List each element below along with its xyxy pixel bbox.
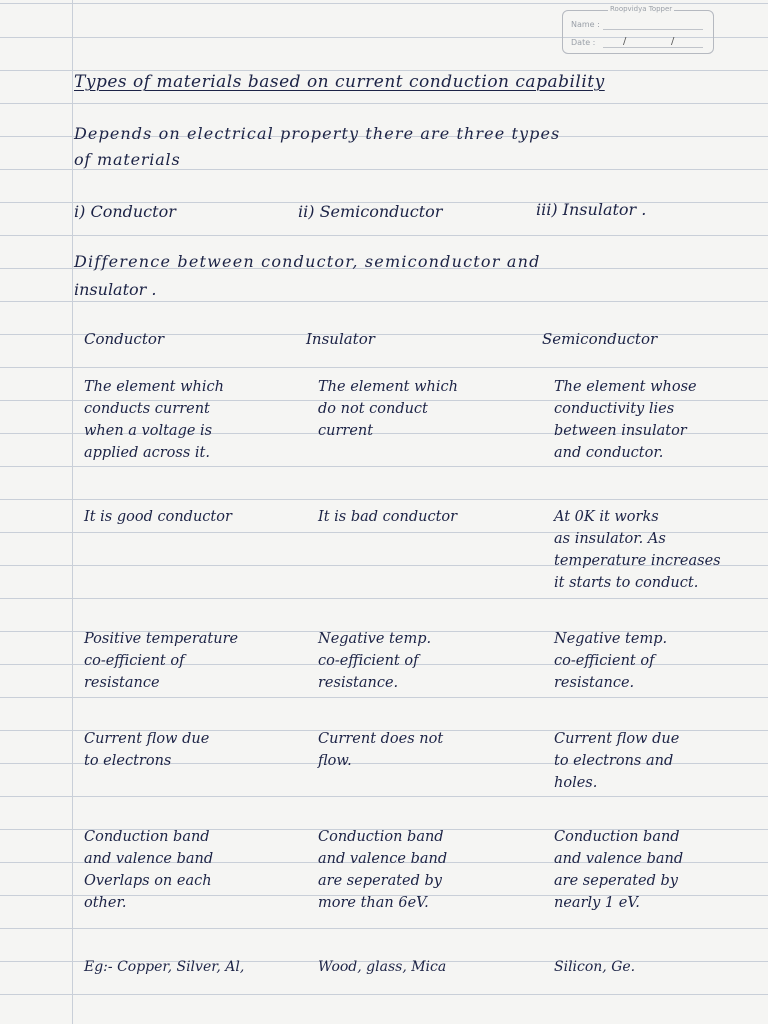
- date-line: [603, 47, 703, 48]
- cell-line: applied across it.: [84, 445, 210, 461]
- cell-line: Negative temp.: [554, 631, 668, 647]
- cell-line: At 0K it works: [554, 509, 659, 525]
- cell-line: between insulator: [554, 423, 687, 439]
- cell-line: co-efficient of: [318, 653, 419, 669]
- cell-line: and valence band: [84, 851, 214, 867]
- table-cell-insulator: [318, 376, 458, 442]
- column-header-conductor: Conductor: [84, 330, 165, 348]
- header-box-label: Roopvidya Topper: [610, 5, 673, 13]
- cell-line: co-efficient of: [554, 653, 655, 669]
- table-cell-semiconductor: [554, 376, 697, 464]
- page-title: Types of materials based on current conduction capability: [74, 72, 605, 92]
- cell-line: and conductor.: [554, 445, 664, 461]
- table-cell-insulator: [318, 956, 446, 978]
- cell-line: other.: [84, 895, 127, 911]
- difference-line-1: Difference between conductor, semiconductor and: [74, 252, 541, 271]
- intro-line-2: of materials: [74, 150, 181, 169]
- type-insulator: iii) Insulator .: [536, 200, 647, 219]
- cell-line: to electrons and: [554, 753, 674, 769]
- type-conductor: i) Conductor: [74, 202, 176, 221]
- cell-line: temperature increases: [554, 553, 721, 569]
- table-cell-conductor: [84, 506, 232, 528]
- cell-line: flow.: [318, 753, 352, 769]
- table-cell-conductor: [84, 728, 209, 772]
- cell-line: and valence band: [554, 851, 684, 867]
- cell-line: current: [318, 423, 374, 439]
- cell-line: Conduction band: [84, 829, 210, 845]
- table-cell-semiconductor: [554, 826, 683, 914]
- cell-line: It is bad conductor: [318, 509, 458, 525]
- cell-line: conductivity lies: [554, 401, 675, 417]
- margin-line: [72, 0, 73, 1024]
- table-cell-semiconductor: [554, 628, 667, 694]
- cell-line: The element which: [84, 379, 224, 395]
- cell-line: It is good conductor: [84, 509, 232, 525]
- cell-line: Current flow due: [554, 731, 680, 747]
- date-label: Date :: [571, 38, 596, 47]
- name-date-box: [562, 5, 714, 54]
- cell-line: Silicon, Ge.: [554, 959, 636, 975]
- table-cell-semiconductor: [554, 956, 635, 978]
- difference-line-2: insulator .: [74, 280, 157, 299]
- column-header-semiconductor: Semiconductor: [542, 330, 658, 348]
- table-cell-semiconductor: [554, 506, 721, 594]
- cell-line: Positive temperature: [84, 631, 239, 647]
- cell-line: conducts current: [84, 401, 210, 417]
- cell-line: holes.: [554, 775, 598, 791]
- table-cell-conductor: [84, 826, 213, 914]
- cell-line: Negative temp.: [318, 631, 432, 647]
- cell-line: when a voltage is: [84, 423, 213, 439]
- name-label: Name :: [571, 20, 600, 29]
- cell-line: nearly 1 eV.: [554, 895, 640, 911]
- cell-line: Conduction band: [318, 829, 444, 845]
- cell-line: The element whose: [554, 379, 697, 395]
- cell-line: Overlaps on each: [84, 873, 212, 889]
- table-cell-insulator: [318, 728, 443, 772]
- cell-line: Current flow due: [84, 731, 210, 747]
- cell-line: to electrons: [84, 753, 172, 769]
- table-cell-conductor: [84, 376, 224, 464]
- table-cell-conductor: [84, 956, 244, 978]
- date-separator-1: /: [623, 36, 627, 47]
- column-header-insulator: Insulator: [306, 330, 375, 348]
- cell-line: are seperated by: [554, 873, 679, 889]
- cell-line: Current does not: [318, 731, 444, 747]
- table-cell-conductor: [84, 628, 238, 694]
- cell-line: it starts to conduct.: [554, 575, 699, 591]
- cell-line: as insulator. As: [554, 531, 666, 547]
- cell-line: co-efficient of: [84, 653, 185, 669]
- cell-line: and valence band: [318, 851, 448, 867]
- cell-line: Eg:- Copper, Silver, Al,: [84, 959, 245, 975]
- intro-line-1: Depends on electrical property there are three types: [74, 124, 561, 143]
- table-cell-insulator: [318, 506, 457, 528]
- cell-line: do not conduct: [318, 401, 428, 417]
- date-separator-2: /: [671, 36, 675, 47]
- cell-line: are seperated by: [318, 873, 443, 889]
- cell-line: resistance.: [554, 675, 635, 691]
- table-cell-semiconductor: [554, 728, 679, 794]
- cell-line: more than 6eV.: [318, 895, 429, 911]
- type-semiconductor: ii) Semiconductor: [298, 202, 443, 221]
- cell-line: Wood, glass, Mica: [318, 959, 447, 975]
- table-cell-insulator: [318, 826, 447, 914]
- name-line: [603, 29, 703, 30]
- cell-line: The element which: [318, 379, 458, 395]
- cell-line: resistance: [84, 675, 160, 691]
- cell-line: Conduction band: [554, 829, 680, 845]
- table-cell-insulator: [318, 628, 431, 694]
- cell-line: resistance.: [318, 675, 399, 691]
